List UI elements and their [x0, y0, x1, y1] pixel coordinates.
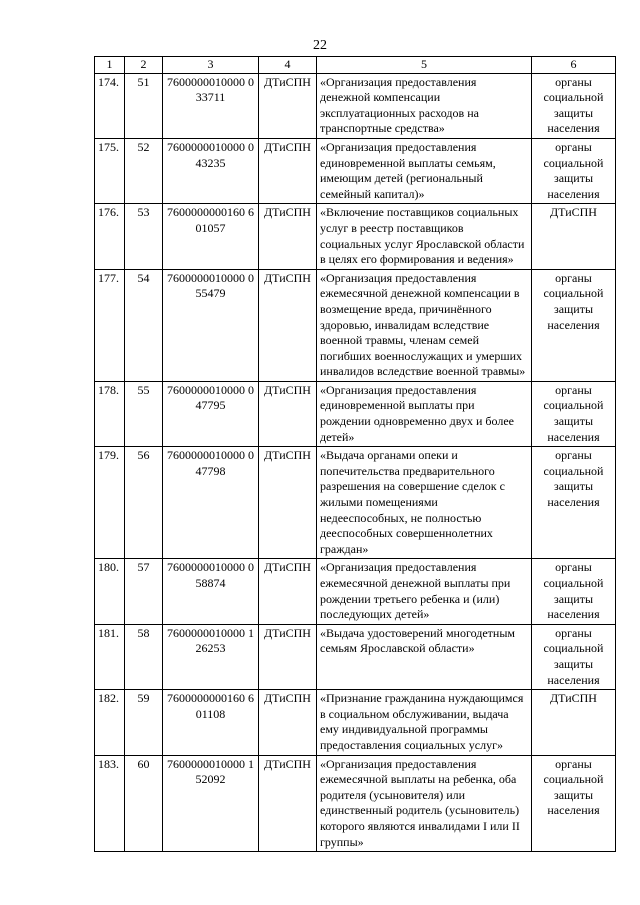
- executor: органы социальной защиты населения: [532, 755, 616, 852]
- executor: органы социальной защиты населения: [532, 138, 616, 203]
- agency: ДТиСПН: [259, 447, 317, 559]
- row-number: 174.: [95, 73, 125, 138]
- row-subnumber: 57: [125, 559, 163, 624]
- service-name: «Признание гражданина нуждающимся в социальном обслуживании, выдача ему индивидуальной программы предоставления социальных услуг»: [317, 690, 532, 755]
- row-subnumber: 58: [125, 624, 163, 689]
- table-row: [95, 269, 616, 381]
- row-number: 181.: [95, 624, 125, 689]
- table-row: [95, 138, 616, 203]
- service-code: 7600000010000 055479: [163, 269, 259, 381]
- table-row: [95, 73, 616, 138]
- service-code: 7600000010000 047795: [163, 381, 259, 446]
- row-number: 175.: [95, 138, 125, 203]
- agency: ДТиСПН: [259, 269, 317, 381]
- row-subnumber: 56: [125, 447, 163, 559]
- service-code: 7600000010000 152092: [163, 755, 259, 852]
- service-code: 7600000010000 033711: [163, 73, 259, 138]
- row-subnumber: 53: [125, 204, 163, 269]
- table-row: [95, 755, 616, 852]
- row-number: 177.: [95, 269, 125, 381]
- table-row: [95, 559, 616, 624]
- agency: ДТиСПН: [259, 138, 317, 203]
- header-col-6: 6: [532, 57, 616, 74]
- row-number: 183.: [95, 755, 125, 852]
- row-number: 176.: [95, 204, 125, 269]
- service-name: «Организация предоставления единовременной выплаты семьям, имеющим детей (региональный семейный капитал)»: [317, 138, 532, 203]
- agency: ДТиСПН: [259, 559, 317, 624]
- service-code: 7600000010000 047798: [163, 447, 259, 559]
- header-col-4: 4: [259, 57, 317, 74]
- agency: ДТиСПН: [259, 381, 317, 446]
- service-code: 7600000010000 058874: [163, 559, 259, 624]
- header-row: [95, 57, 616, 74]
- table-row: [95, 447, 616, 559]
- service-name: «Организация предоставления денежной компенсации эксплуатационных расходов на транспортные средства»: [317, 73, 532, 138]
- agency: ДТиСПН: [259, 690, 317, 755]
- service-name: «Организация предоставления ежемесячной денежной выплаты при рождении третьего ребенка и (или) последующих детей»: [317, 559, 532, 624]
- executor: органы социальной защиты населения: [532, 269, 616, 381]
- service-name: «Включение поставщиков социальных услуг в реестр поставщиков социальных услуг Ярославской области в целях его формирования и ведения»: [317, 204, 532, 269]
- page-number: 22: [313, 38, 327, 53]
- agency: ДТиСПН: [259, 73, 317, 138]
- service-name: «Организация предоставления ежемесячной выплаты на ребенка, оба родителя (усыновителя) или единственный родитель (усыновитель) которого являются инвалидами I или II группы»: [317, 755, 532, 852]
- row-number: 180.: [95, 559, 125, 624]
- service-code: 7600000000160 601057: [163, 204, 259, 269]
- services-table: [94, 56, 616, 852]
- row-subnumber: 60: [125, 755, 163, 852]
- executor: органы социальной защиты населения: [532, 559, 616, 624]
- row-subnumber: 55: [125, 381, 163, 446]
- header-col-2: 2: [125, 57, 163, 74]
- service-code: 7600000000160 601108: [163, 690, 259, 755]
- agency: ДТиСПН: [259, 204, 317, 269]
- executor: ДТиСПН: [532, 204, 616, 269]
- executor: органы социальной защиты населения: [532, 381, 616, 446]
- agency: ДТиСПН: [259, 755, 317, 852]
- header-col-1: 1: [95, 57, 125, 74]
- row-number: 178.: [95, 381, 125, 446]
- agency: ДТиСПН: [259, 624, 317, 689]
- executor: органы социальной защиты населения: [532, 73, 616, 138]
- header-col-3: 3: [163, 57, 259, 74]
- service-name: «Выдача удостоверений многодетным семьям Ярославской области»: [317, 624, 532, 689]
- row-subnumber: 51: [125, 73, 163, 138]
- row-subnumber: 59: [125, 690, 163, 755]
- table-row: [95, 624, 616, 689]
- row-number: 182.: [95, 690, 125, 755]
- service-code: 7600000010000 126253: [163, 624, 259, 689]
- service-name: «Организация предоставления единовременной выплаты при рождении одновременно двух и более детей»: [317, 381, 532, 446]
- executor: органы социальной защиты населения: [532, 624, 616, 689]
- table-row: [95, 381, 616, 446]
- row-subnumber: 52: [125, 138, 163, 203]
- row-number: 179.: [95, 447, 125, 559]
- service-code: 7600000010000 043235: [163, 138, 259, 203]
- service-name: «Организация предоставления ежемесячной денежной компенсации в возмещение вреда, причинённого здоровью, инвалидам вследствие военной травмы, членам семей погибших военнослужащих и умерших инвалидов вследствие военной травмы»: [317, 269, 532, 381]
- table-row: [95, 690, 616, 755]
- row-subnumber: 54: [125, 269, 163, 381]
- header-col-5: 5: [317, 57, 532, 74]
- executor: ДТиСПН: [532, 690, 616, 755]
- service-name: «Выдача органами опеки и попечительства предварительного разрешения на совершение сделок с жилыми помещениями недееспособных, не полностью дееспособных совершеннолетних граждан»: [317, 447, 532, 559]
- table-row: [95, 204, 616, 269]
- executor: органы социальной защиты населения: [532, 447, 616, 559]
